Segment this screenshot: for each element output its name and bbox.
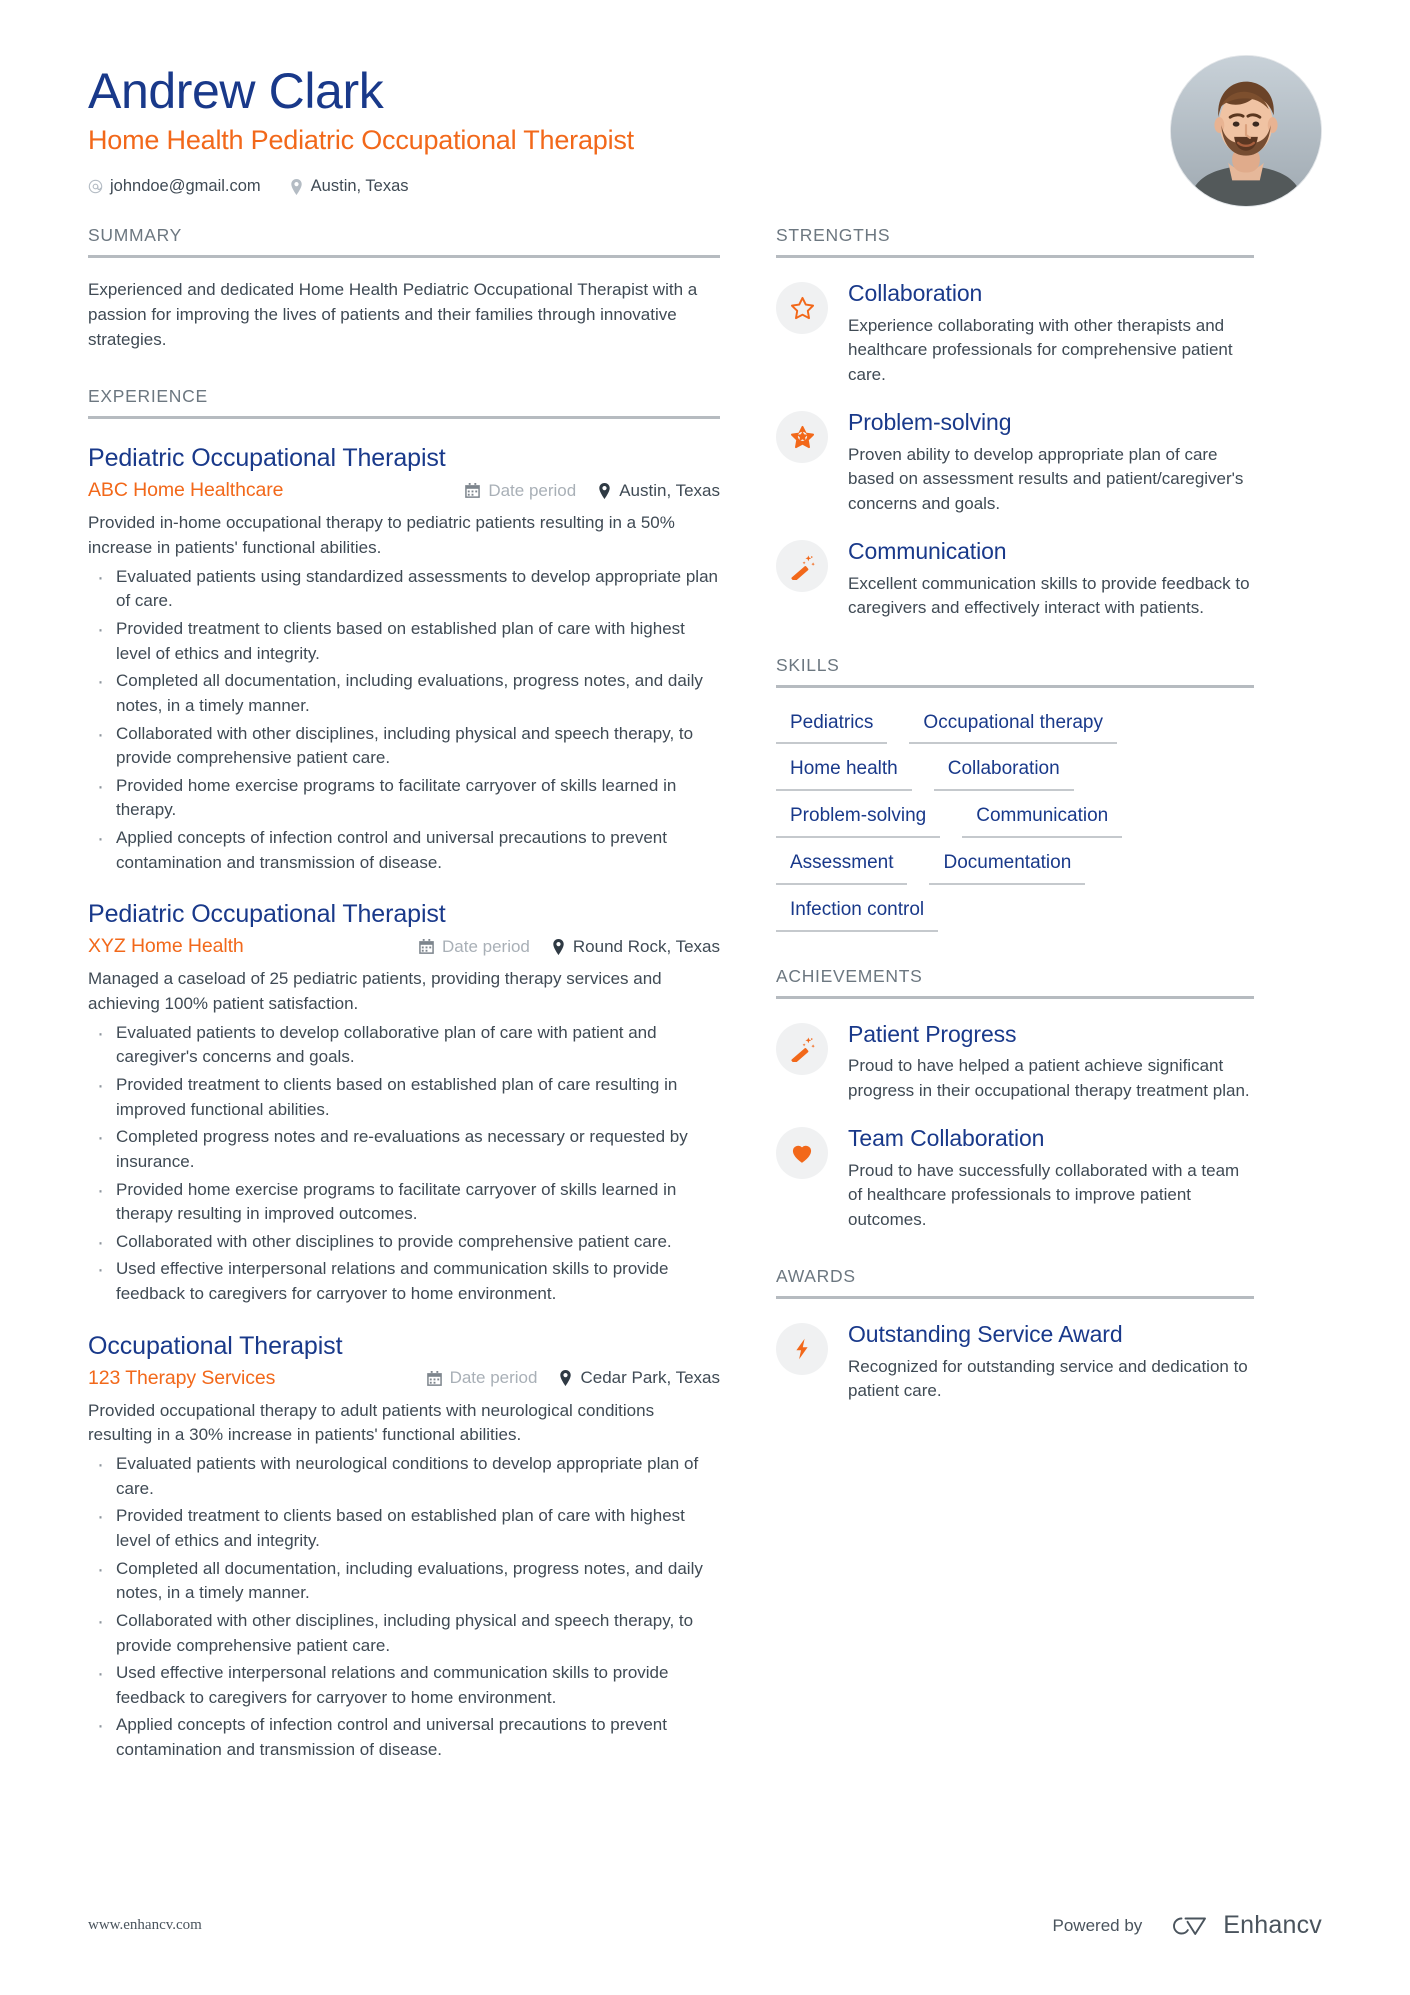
location-pin-icon bbox=[598, 483, 611, 499]
contact-location[interactable] bbox=[289, 177, 409, 196]
award-title: Outstanding Service Award bbox=[848, 1321, 1123, 1348]
skills-list bbox=[776, 710, 1254, 932]
experience-location bbox=[559, 1368, 720, 1388]
experience-date-text: Date period bbox=[488, 480, 577, 500]
strength-title: Collaboration bbox=[848, 280, 983, 306]
powered-by-label: Powered by bbox=[1052, 1915, 1143, 1935]
bullet-item: · Collaborated with other disciplines, including physical and speech therapy, to provide comprehensive patient care. bbox=[88, 722, 720, 771]
experience-company: XYZ Home Health bbox=[88, 935, 244, 958]
avatar bbox=[1170, 55, 1322, 207]
bullet-item: · Provided home exercise programs to facilitate carryover of skills learned in therapy resulting in improved outcomes. bbox=[88, 1178, 720, 1227]
skill-tag[interactable]: Assessment bbox=[776, 850, 907, 885]
strength-text: Experience collaborating with other therapists and healthcare professionals for comprehensive patient care. bbox=[848, 315, 1233, 384]
resume-header bbox=[88, 55, 1322, 225]
achievement-text: Proud to have helped a patient achieve significant progress in their occupational therapy treatment plan. bbox=[848, 1056, 1250, 1100]
section-experience bbox=[88, 386, 720, 1762]
skill-tag[interactable]: Home health bbox=[776, 756, 912, 791]
section-strengths bbox=[776, 225, 1254, 621]
bullet-item: · Provided treatment to clients based on established plan of care resulting in improved functional abilities. bbox=[88, 1073, 720, 1122]
star-outline-icon bbox=[776, 282, 828, 334]
section-skills bbox=[776, 655, 1254, 932]
experience-date bbox=[419, 937, 530, 957]
contact-location-text: Austin, Texas bbox=[310, 177, 409, 196]
page-footer bbox=[88, 1911, 1322, 1940]
calendar-icon bbox=[419, 939, 434, 954]
skill-tag[interactable]: Communication bbox=[962, 803, 1122, 838]
achievement-text: Proud to have successfully collaborated with a team of healthcare professionals to improve patient outcomes. bbox=[848, 1160, 1240, 1229]
bullet-item: · Evaluated patients with neurological conditions to develop appropriate plan of care. bbox=[88, 1452, 720, 1501]
skill-tag[interactable]: Occupational therapy bbox=[909, 710, 1117, 745]
experience-date-text: Date period bbox=[449, 1368, 538, 1388]
contact-email[interactable] bbox=[88, 177, 261, 196]
skill-tag[interactable]: Infection control bbox=[776, 897, 938, 932]
strength-item bbox=[776, 280, 1254, 387]
calendar-icon bbox=[427, 1371, 442, 1386]
bullet-item: · Applied concepts of infection control and universal precautions to prevent contamination and transmission of disease. bbox=[88, 826, 720, 875]
experience-entry bbox=[88, 443, 720, 875]
strengths-heading: STRENGTHS bbox=[776, 225, 1254, 258]
experience-description: Provided in-home occupational therapy to pediatric patients resulting in a 50% increase in patients' functional abilities. bbox=[88, 513, 675, 558]
experience-meta bbox=[88, 1367, 720, 1390]
skill-tag[interactable]: Pediatrics bbox=[776, 710, 887, 745]
main-column bbox=[88, 225, 720, 1763]
enhancv-logo-icon bbox=[1160, 1912, 1210, 1940]
experience-date-text: Date period bbox=[442, 936, 530, 956]
award-text: Recognized for outstanding service and dedication to patient care. bbox=[848, 1356, 1248, 1401]
experience-role: Pediatric Occupational Therapist bbox=[88, 900, 446, 929]
award-item bbox=[776, 1321, 1254, 1404]
summary-heading: SUMMARY bbox=[88, 225, 720, 258]
contact-row bbox=[88, 177, 634, 196]
job-title: Home Health Pediatric Occupational Therapist bbox=[88, 125, 634, 155]
bullet-item: · Provided treatment to clients based on established plan of care with highest level of ethics and integrity. bbox=[88, 617, 720, 666]
location-pin-icon bbox=[559, 1370, 572, 1386]
experience-location bbox=[598, 481, 720, 501]
experience-bullets bbox=[88, 1452, 720, 1763]
strength-title: Problem-solving bbox=[848, 409, 1012, 435]
experience-location-text: Cedar Park, Texas bbox=[580, 1368, 720, 1388]
experience-location-text: Round Rock, Texas bbox=[572, 936, 720, 956]
skills-heading: SKILLS bbox=[776, 655, 1254, 688]
bullet-item: · Collaborated with other disciplines to provide comprehensive patient care. bbox=[88, 1230, 720, 1255]
bullet-item: · Used effective interpersonal relations and communication skills to provide feedback to caregivers for carryover to home environment. bbox=[88, 1661, 720, 1710]
experience-description: Managed a caseload of 25 pediatric patients, providing therapy services and achieving 100% patient satisfaction. bbox=[88, 969, 662, 1014]
section-achievements bbox=[776, 966, 1254, 1233]
skill-tag[interactable]: Documentation bbox=[929, 850, 1085, 885]
strength-item bbox=[776, 538, 1254, 621]
lightning-bolt-icon bbox=[776, 1323, 828, 1375]
star-half-filled-icon bbox=[776, 411, 828, 463]
magic-wand-icon bbox=[776, 1023, 828, 1075]
experience-date bbox=[427, 1368, 538, 1388]
experience-heading: EXPERIENCE bbox=[88, 386, 720, 419]
bullet-item: · Provided home exercise programs to facilitate carryover of skills learned in therapy. bbox=[88, 774, 720, 823]
awards-heading: AWARDS bbox=[776, 1266, 1254, 1299]
resume-body bbox=[88, 225, 1322, 1763]
bullet-item: · Completed all documentation, including evaluations, progress notes, and daily notes, in a timely manner. bbox=[88, 669, 720, 718]
strength-text: Excellent communication skills to provide feedback to caregivers and effectively interact with patients. bbox=[848, 573, 1250, 618]
experience-bullets bbox=[88, 1021, 720, 1307]
avatar-photo bbox=[1171, 56, 1321, 206]
strength-title: Communication bbox=[848, 538, 1007, 564]
calendar-icon bbox=[465, 483, 480, 498]
experience-company: ABC Home Healthcare bbox=[88, 479, 284, 502]
summary-text: Experienced and dedicated Home Health Pediatric Occupational Therapist with a passion for improving the lives of patients and their families through innovative strategies. bbox=[88, 280, 698, 349]
location-pin-icon bbox=[289, 178, 304, 195]
achievements-heading: ACHIEVEMENTS bbox=[776, 966, 1254, 999]
header-text-block bbox=[88, 55, 634, 196]
side-column bbox=[776, 225, 1254, 1404]
strength-item bbox=[776, 409, 1254, 516]
achievement-title: Patient Progress bbox=[848, 1020, 1017, 1047]
bullet-item: · Provided treatment to clients based on established plan of care with highest level of ethics and integrity. bbox=[88, 1504, 720, 1553]
experience-location bbox=[552, 937, 720, 957]
experience-entry bbox=[88, 899, 720, 1306]
bullet-item: · Applied concepts of infection control and universal precautions to prevent contamination and transmission of disease. bbox=[88, 1713, 720, 1762]
bullet-item: · Collaborated with other disciplines, including physical and speech therapy, to provide comprehensive patient care. bbox=[88, 1609, 720, 1658]
bullet-item: · Completed progress notes and re-evaluations as necessary or requested by insurance. bbox=[88, 1125, 720, 1174]
footer-url[interactable]: www.enhancv.com bbox=[88, 1917, 202, 1933]
contact-email-text: johndoe@gmail.com bbox=[110, 177, 261, 196]
enhancv-brand-name: Enhancv bbox=[1223, 1911, 1322, 1939]
experience-role: Pediatric Occupational Therapist bbox=[88, 444, 446, 473]
achievement-item bbox=[776, 1125, 1254, 1232]
experience-entry bbox=[88, 1331, 720, 1763]
experience-description: Provided occupational therapy to adult patients with neurological conditions resulting in a 30% increase in patients' functional abilities. bbox=[88, 1400, 655, 1445]
footer-brand bbox=[1053, 1911, 1322, 1940]
experience-date bbox=[465, 481, 576, 501]
heart-icon bbox=[776, 1127, 828, 1179]
strength-text: Proven ability to develop appropriate plan of care based on assessment results and patient/caregiver's concerns and goals. bbox=[848, 444, 1244, 513]
location-pin-icon bbox=[552, 939, 565, 955]
skill-tag[interactable]: Problem-solving bbox=[776, 803, 940, 838]
section-summary bbox=[88, 225, 720, 352]
page-title: Andrew Clark bbox=[88, 63, 384, 119]
experience-meta bbox=[88, 479, 720, 502]
section-awards bbox=[776, 1266, 1254, 1404]
experience-company: 123 Therapy Services bbox=[88, 1366, 276, 1389]
magic-wand-icon bbox=[776, 540, 828, 592]
bullet-item: · Evaluated patients to develop collaborative plan of care with patient and caregiver's concerns and goals. bbox=[88, 1021, 720, 1070]
achievement-title: Team Collaboration bbox=[848, 1125, 1045, 1152]
experience-meta bbox=[88, 935, 720, 958]
achievement-item bbox=[776, 1021, 1254, 1104]
experience-location-text: Austin, Texas bbox=[619, 480, 720, 500]
bullet-item: · Evaluated patients using standardized assessments to develop appropriate plan of care. bbox=[88, 565, 720, 614]
skill-tag[interactable]: Collaboration bbox=[934, 756, 1074, 791]
experience-role: Occupational Therapist bbox=[88, 1331, 343, 1360]
bullet-item: · Used effective interpersonal relations and communication skills to provide feedback to caregivers for carryover to home environment. bbox=[88, 1257, 720, 1306]
bullet-item: · Completed all documentation, including evaluations, progress notes, and daily notes, in a timely manner. bbox=[88, 1557, 720, 1606]
at-icon bbox=[88, 178, 103, 195]
experience-bullets bbox=[88, 565, 720, 876]
